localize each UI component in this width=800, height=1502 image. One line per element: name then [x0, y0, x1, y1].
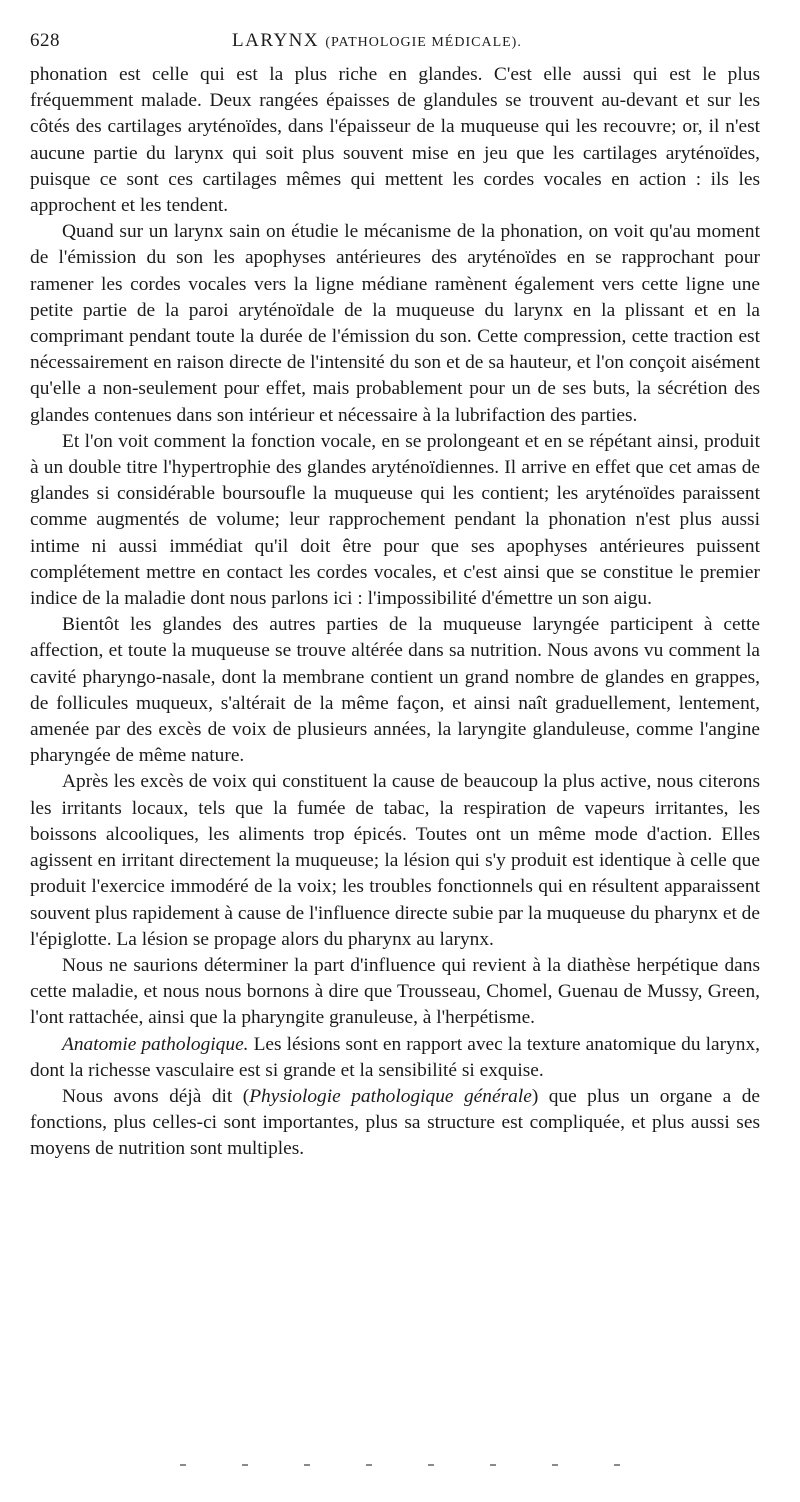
paragraph-1: phonation est celle qui est la plus riche en glandes. C'est elle aussi qui est le plus fréquemment malade. Deux rangées épaisses de glandules se trouvent au-devant et sur les côtés des cartilages aryténoïdes, dans l'épaisseur de la muqueuse qui les recouvre; or, il n'est aucune partie du larynx qui soit plus souvent mise en jeu que les cartilages aryténoïdes, puisque ce sont ces cartilages mêmes qui mettent les cordes vocales en action : ils les approchent et les tendent.	[30, 64, 760, 217]
paragraph-8-start: Nous avons déjà dit (	[62, 1085, 250, 1107]
bleed-mark	[552, 1464, 558, 1466]
bleed-mark	[366, 1464, 372, 1466]
paragraph-8-end: ) que plus un organe a de fonctions, plus celles-ci sont importantes, plus sa structure est compliquée, et plus aussi ses moyens de nutrition sont multiples.	[30, 1085, 760, 1160]
paragraph-7	[30, 1032, 760, 1084]
cited-work-title: Physiologie pathologique générale	[249, 1085, 532, 1107]
running-title-main: LARYNX	[232, 30, 320, 51]
running-header	[30, 30, 760, 54]
running-title	[190, 30, 760, 52]
bleed-mark	[180, 1464, 186, 1466]
paragraph-4: Bientôt les glandes des autres parties de la muqueuse laryngée participent à cette affection, et toute la muqueuse se trouve altérée dans sa nutrition. Nous avons vu comment la cavité pharyngo-nasale, dont la membrane contient un grand nombre de glandes en grappes, de follicules muqueux, s'altérait de la même façon, et ainsi naît graduellement, lentement, amenée par des excès de voix de plusieurs années, la laryngite glanduleuse, comme l'angine pharyngée de même nature.	[30, 614, 760, 767]
paragraph-6: Nous ne saurions déterminer la part d'influence qui revient à la diathèse herpétique dans cette maladie, et nous nous bornons à dire que Trousseau, Chomel, Guenau de Mussy, Green, l'ont rattachée, ainsi que la pharyngite granuleuse, à l'herpétisme.	[30, 954, 760, 1029]
paragraph-7-body: Les lésions sont en rapport avec la texture anatomique du larynx, dont la richesse vasculaire est si grande et la sensibilité si exquise.	[30, 1033, 760, 1081]
paragraph-8	[30, 1084, 760, 1163]
bleed-mark	[242, 1464, 248, 1466]
bleed-mark	[614, 1464, 620, 1466]
paragraph-2: Quand sur un larynx sain on étudie le mécanisme de la phonation, on voit qu'au moment de l'émission du son les apophyses antérieures des aryténoïdes en se rapprochant pour ramener les cordes vocales vers la ligne médiane ramènent également vers cette ligne une petite partie de la paroi aryténoïdale de la muqueuse du larynx en la plissant et en la comprimant pendant toute la durée de l'émission du son. Cette compression, cette traction est nécessairement en raison directe de l'intensité du son et de sa hauteur, et l'on conçoit aisément qu'elle a non-seulement pour effet, mais probablement pour un de ses buts, la sécrétion des glandes contenues dans son intérieur et nécessaire à la lubrifaction des parties.	[30, 221, 760, 426]
section-heading-anatomie: Anatomie pathologique.	[62, 1033, 249, 1055]
paragraph-3: Et l'on voit comment la fonction vocale, en se prolongeant et en se répétant ainsi, produit à un double titre l'hypertrophie des glandes aryténoïdiennes. Il arrive en effet que cet amas de glandes si considérable boursoufle la muqueuse qui les contient; les aryténoïdes paraissent comme augmentés de volume; leur rapprochement pendant la phonation n'est plus aussi intime ni aussi immédiat qu'il doit être pour que ses apophyses antérieures puissent complétement mettre en contact les cordes vocales, et c'est ainsi que se constitue le premier indice de la maladie dont nous parlons ici : l'impossibilité d'émettre un son aigu.	[30, 430, 760, 610]
running-title-sub: (PATHOLOGIE MÉDICALE).	[325, 35, 522, 50]
bottom-bleed-marks	[180, 1460, 620, 1470]
bleed-mark	[428, 1464, 434, 1466]
paragraph-5: Après les excès de voix qui constituent la cause de beaucoup la plus active, nous citerons les irritants locaux, tels que la fumée de tabac, la respiration de vapeurs irritantes, les boissons alcooliques, les aliments trop épicés. Toutes ont un même mode d'action. Elles agissent en irritant directement la muqueuse; la lésion qui s'y produit est identique à celle que produit l'exercice immodéré de la voix; les troubles fonctionnels qui en résultent apparaissent souvent plus rapidement à cause de l'influence directe subie par la muqueuse du pharynx et de l'épiglotte. La lésion se propage alors du pharynx au larynx.	[30, 771, 760, 950]
bleed-mark	[490, 1464, 496, 1466]
bleed-mark	[304, 1464, 310, 1466]
page-number: 628	[30, 30, 60, 51]
